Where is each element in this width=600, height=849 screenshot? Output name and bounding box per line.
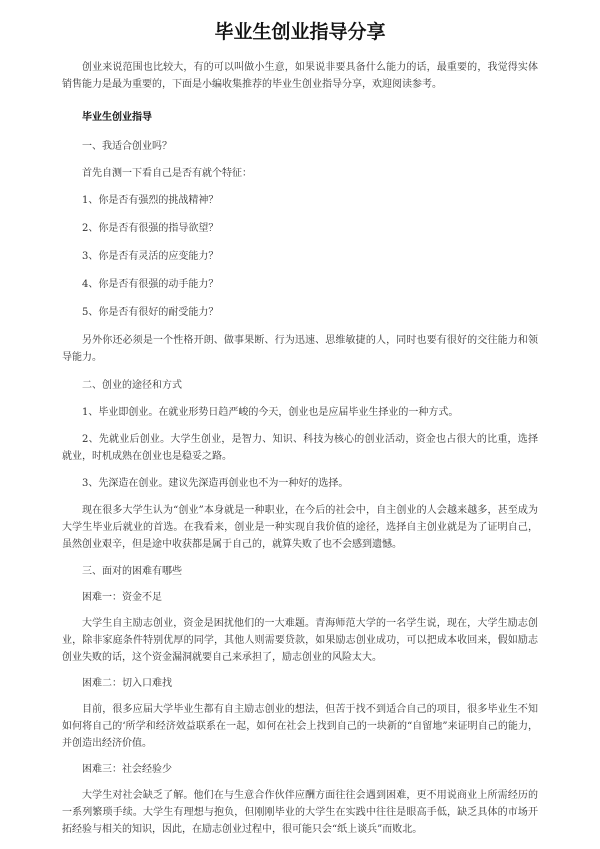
page-title: 毕业生创业指导分享 — [214, 21, 386, 43]
section1-item: 4、你是否有很强的动手能力？ — [82, 279, 219, 290]
section1-item: 2、你是否有很强的指导欲望？ — [82, 223, 219, 234]
section1-heading: 一、我适合创业吗？ — [82, 141, 172, 152]
section1-lead: 首先自测一下看自己是否有就个特征： — [82, 168, 252, 179]
difficulty2-heading: 困难二：切入口难找 — [82, 678, 172, 689]
section1-item: 1、你是否有强烈的挑战精神？ — [82, 195, 219, 206]
difficulty1-text: 大学生自主励志创业，资金是困扰他们的一大难题。青海师范大学的一名学生说，现在，大学生励志创业，除非家庭条件特别优厚的同学，其他人则需要贷款，如果励志创业成功，可以把成本收回来，假如励志创业失败的话，这个资金漏洞就要自己来承担了，励志创业的风险太大。 — [62, 618, 538, 663]
section2-paragraph: 3、先深造在创业。建议先深造再创业也不为一种好的选择。 — [82, 478, 349, 489]
section1-item: 5、你是否有很好的耐受能力？ — [82, 307, 219, 318]
difficulty2-text: 目前，很多应届大学毕业生都有自主励志创业的想法，但苦于找不到适合自己的项目，很多毕业生不知如何将自己的‘所学和经济效益联系在一起，如何在社会上找到自己的一块新的“自留地”来证明自己的能力，并创造出经济价值。 — [62, 704, 538, 749]
intro-paragraph: 创业来说范围也比较大，有的可以叫做小生意，如果说非要具备什么能力的话，最重要的，我觉得实体销售能力是最为重要的，下面是小编收集推荐的毕业生创业指导分享，欢迎阅读参考。 — [62, 62, 538, 90]
section-title: 毕业生创业指导 — [82, 112, 152, 123]
difficulty3-text: 大学生对社会缺乏了解。他们在与生意合作伙伴应酬方面往往会遇到困难，更不用说商业上所需经历的一系列繁琐手续。大学生有理想与抱负，但刚刚毕业的大学生在实践中往往是眼高手低，缺乏具体的市场开拓经验与相关的知识，因此，在励志创业过程中，很可能只会“纸上谈兵”而败北。 — [62, 790, 538, 835]
section1-item: 3、你是否有灵活的应变能力？ — [82, 251, 219, 262]
section2-paragraph: 2、先就业后创业。大学生创业，是智力、知识、科技为核心的创业活动，资金也占很大的比重，选择就业，时机成熟在创业也是稳妥之路。 — [62, 434, 538, 462]
section2-paragraph: 1、毕业即创业。在就业形势日趋严峻的今天，创业也是应届毕业生择业的一种方式。 — [82, 407, 459, 418]
section2-paragraph: 现在很多大学生认为“创业”本身就是一种职业，在今后的社会中，自主创业的人会越来越多，甚至成为大学生毕业后就业的首选。在我看来，创业是一种实现自我价值的途径，选择自主创业就是为了证明自己，虽然创业艰辛，但是途中收获都是属于自己的，就算失败了也不会感到遗憾。 — [62, 505, 538, 550]
section3-heading: 三、面对的困难有哪些 — [82, 566, 182, 577]
section2-heading: 二、创业的途径和方式 — [82, 380, 182, 391]
section1-extra: 另外你还必须是一个性格开朗、做事果断、行为迅速、思维敏捷的人，同时也要有很好的交往能力和领导能力。 — [62, 335, 538, 363]
difficulty3-heading: 困难三：社会经验少 — [82, 764, 172, 775]
difficulty1-heading: 困难一：资金不足 — [82, 592, 162, 603]
